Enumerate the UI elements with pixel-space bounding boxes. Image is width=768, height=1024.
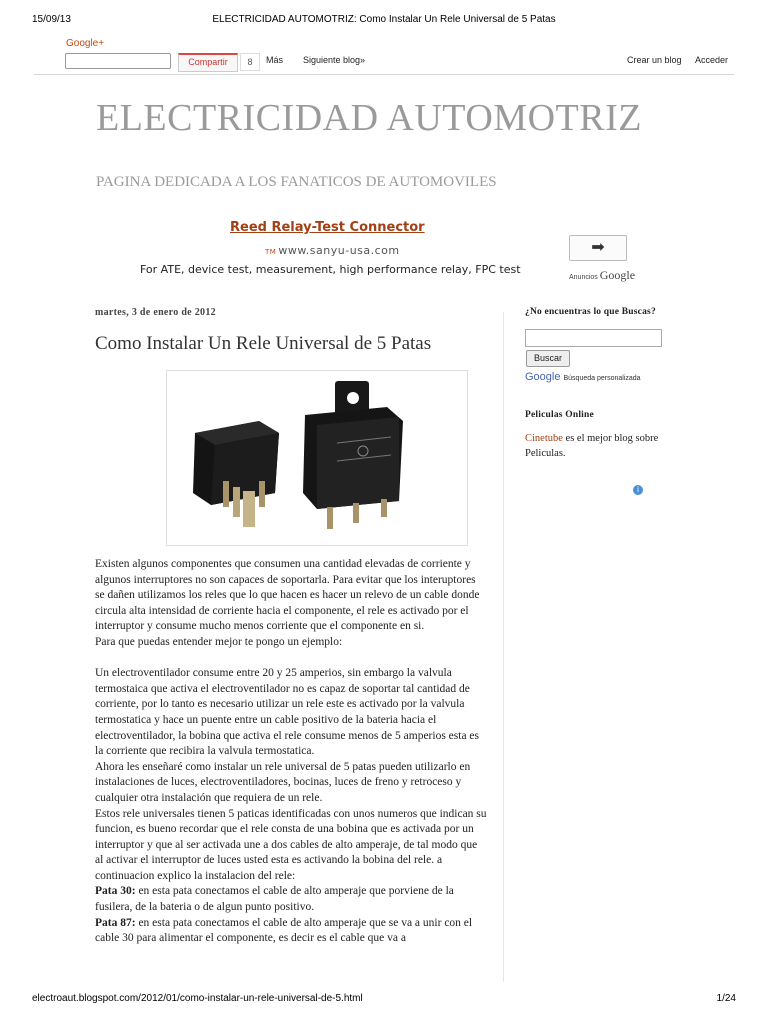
google-logo: Google [599, 268, 636, 282]
blog-title[interactable]: ELECTRICIDAD AUTOMOTRIZ [96, 97, 642, 139]
blog-description: PAGINA DEDICADA A LOS FANATICOS DE AUTOMOVILES [96, 174, 497, 190]
google-logo: Google [525, 371, 561, 383]
relay-photo[interactable] [166, 370, 468, 546]
print-date: 15/09/13 [32, 14, 71, 25]
google-plus-link[interactable]: Google+ [66, 38, 105, 49]
ad-url-text: www.sanyu-usa.com [278, 244, 400, 257]
navbar-divider [34, 74, 734, 75]
share-count: 8 [240, 53, 260, 71]
pin-87-item [95, 916, 487, 947]
pin-text: en esta pata conectamos el cable de alto amperaje que porviene de la fusilera, de la bateria o de algun punto positivo. [95, 885, 454, 914]
movies-description: es el mejor blog sobre Peliculas. [525, 433, 659, 459]
print-url: electroaut.blogspot.com/2012/01/como-instalar-un-rele-universal-de-5.html [32, 993, 363, 1004]
ads-label: Anuncios [569, 274, 598, 281]
navbar-search-input[interactable] [65, 53, 171, 69]
pin-label: Pata 87: [95, 916, 136, 929]
print-page-number: 1/24 [716, 993, 736, 1004]
post-body [95, 557, 487, 947]
print-title: ELECTRICIDAD AUTOMOTRIZ: Como Instalar Un Rele Universal de 5 Patas [212, 14, 556, 25]
create-blog-link[interactable]: Crear un blog [627, 55, 682, 65]
relay-image [167, 371, 467, 545]
ad-description: For ATE, device test, measurement, high performance relay, FPC test [140, 263, 521, 276]
column-divider [503, 312, 504, 982]
ad-arrow-button[interactable] [569, 235, 627, 261]
ad-url[interactable] [265, 244, 400, 257]
search-widget-heading: ¿No encuentras lo que Buscas? [525, 307, 656, 317]
ad-tm-mark: TM [265, 248, 277, 256]
more-link[interactable]: Más [266, 55, 284, 65]
google-custom-search-brand [525, 371, 641, 383]
arrow-right-icon: ➡ [591, 239, 605, 256]
post-paragraph: Estos rele universales tienen 5 paticas identificadas con unos numeros que indican su funcion, es bueno recordar que el rele consta de una bobina que es activada por un interruptor y que al ser activada une a dos cables de alto amperaje, de tal modo que al activar el interruptor de luces usted esta es activando la bobina del rele. a continuacion explico la instalacion del rele: [95, 807, 487, 882]
custom-search-note: Búsqueda personalizada [563, 375, 641, 382]
cinetube-link[interactable]: Cinetube [525, 433, 563, 444]
ad-headline-link[interactable]: Reed Relay-Test Connector [230, 220, 425, 235]
ads-by-google[interactable] [569, 268, 635, 283]
next-blog-link[interactable]: Siguiente blog» [303, 55, 366, 65]
search-button[interactable]: Buscar [526, 350, 570, 367]
movies-widget-text [525, 432, 675, 461]
post-paragraph: Para que puedas entender mejor te pongo un ejemplo: [95, 635, 343, 648]
post-paragraph: Un electroventilador consume entre 20 y 25 amperios, sin embargo la valvula termostaica que activa el electroventilador no es capaz de soportar tal cantidad de corriente, por lo tanto es necesario utilizar un rele este es activado por la valvula termostatica y hace un puente entre un cable positivo de la bateria hacia el electroventilador, la bobina que activa el rele consume menos de 5 amperios esta es la corriente que recibira la valvula termostatica. [95, 667, 480, 758]
search-input[interactable] [525, 329, 662, 347]
pin-label: Pata 30: [95, 885, 136, 898]
post-title[interactable]: Como Instalar Un Rele Universal de 5 Patas [95, 333, 432, 354]
share-button[interactable]: Compartir [178, 53, 238, 72]
post-paragraph: Ahora les enseñaré como instalar un rele universal de 5 patas pueden utilizarlo en instalaciones de luces, electroventiladores, bocinas, luces de freno y retroceso y cualquier otra instalación que requiera de un rele. [95, 760, 471, 804]
ad-choices-icon[interactable]: i [633, 485, 643, 495]
post-date: martes, 3 de enero de 2012 [95, 307, 216, 318]
movies-widget-heading: Peliculas Online [525, 410, 594, 420]
post-paragraph: Existen algunos componentes que consumen una cantidad elevadas de corriente y algunos interruptores no son capaces de soportarla. Para evitar que los interuptores se dañen utilizamos los reles que lo que hacen es hacer un relevo de un cable donde circula alta intensidad de corriente hacia el componente, el rele es activado por el interruptor y consume mucho menos corriente que el componente en si. [95, 558, 480, 633]
login-link[interactable]: Acceder [695, 55, 729, 65]
pin-text: en esta pata conectamos el cable de alto amperaje que se va a unir con el cable 30 para alimentar el componente, es decir es el cable que va a [95, 916, 473, 945]
relay-right-shape [303, 381, 403, 529]
pin-30-item [95, 884, 487, 915]
relay-left-shape [193, 421, 279, 527]
